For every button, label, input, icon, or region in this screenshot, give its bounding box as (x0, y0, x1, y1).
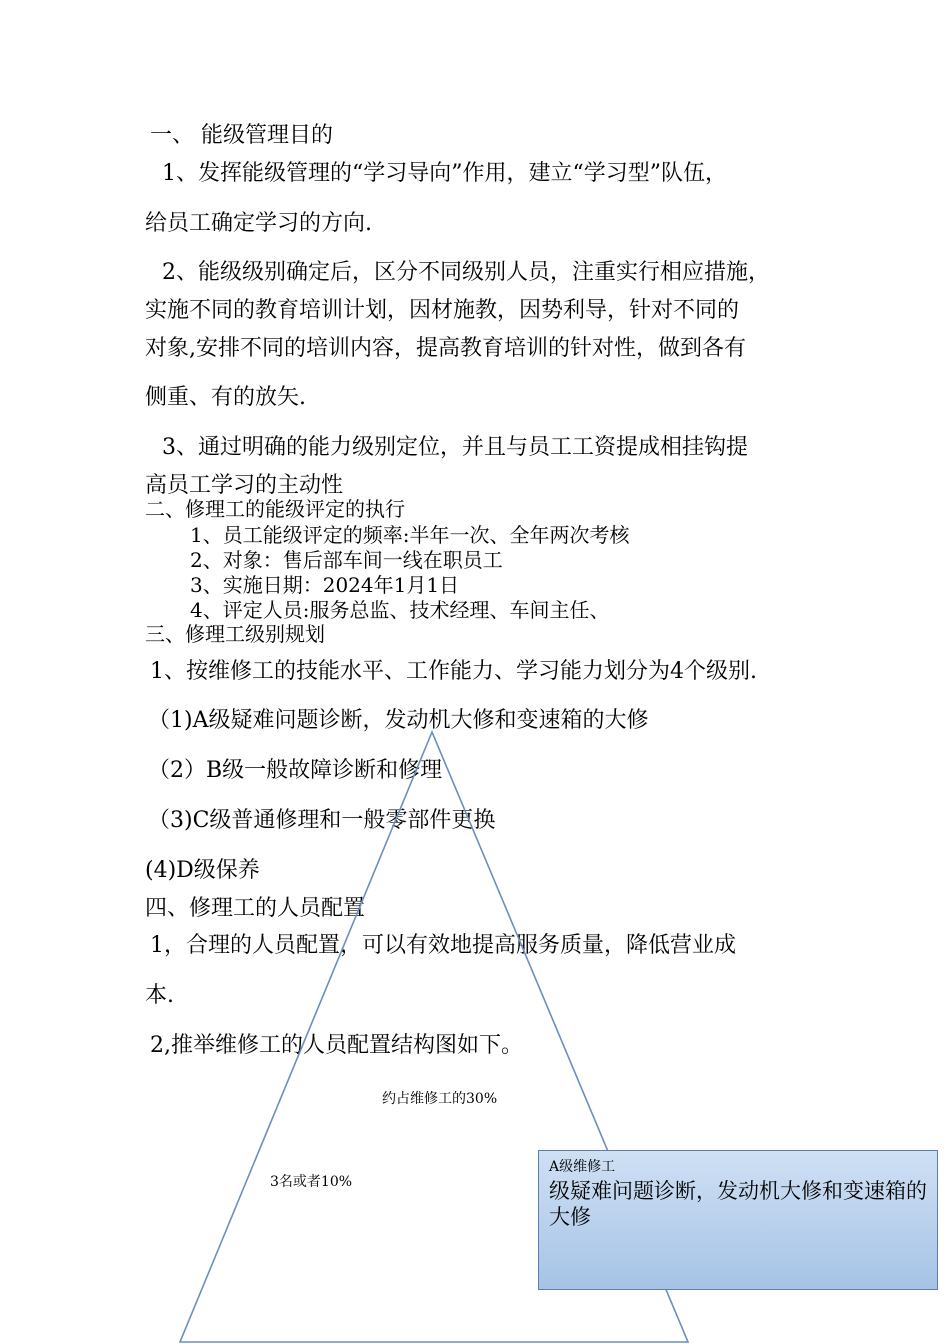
para-3-line-1: 3、通过明确的能力级别定位，并且与员工工资提成相挂钩提 (162, 435, 748, 460)
pyramid-label-top: 约占维修工的30% (382, 1091, 498, 1107)
heading-1: 一、 能级管理目的 (150, 123, 333, 148)
heading-2: 二、修理工的能级评定的执行 (145, 497, 405, 521)
item-2-2: 2、对象：售后部车间一线在职员工 (190, 548, 503, 572)
para-2-line-1: 2、能级级别确定后，区分不同级别人员，注重实行相应措施， (162, 260, 770, 285)
para-4-line-1: 1，合理的人员配置，可以有效地提高服务质量，降低营业成 (150, 933, 736, 958)
para-2-line-2: 实施不同的教育培训计划，因材施教，因势利导，针对不同的 (145, 298, 740, 323)
para-4-line-2: 本. (145, 983, 174, 1008)
para-4-line-3: 2,推举维修工的人员配置结构图如下。 (150, 1033, 523, 1058)
level-c: （3)C级普通修理和一般零部件更换 (148, 808, 496, 833)
pyramid-label-mid: 3名或者10% (270, 1174, 353, 1190)
callout-title: A级维修工 (549, 1159, 616, 1175)
para-3-line-2: 高员工学习的主动性 (145, 473, 344, 498)
callout-text: 级疑难问题诊断，发动机大修和变速箱的大修 (549, 1178, 927, 1230)
para-2-line-4: 侧重、有的放矢. (145, 385, 306, 410)
heading-4: 四、修理工的人员配置 (145, 896, 366, 921)
level-d: (4)D级保养 (145, 858, 260, 883)
item-2-3: 3、实施日期：2024年1月1日 (190, 573, 460, 597)
level-b: （2）B级一般故障诊断和修理 (148, 758, 443, 783)
para-1-line-1: 1、发挥能级管理的“学习导向”作用，建立“学习型”队伍， (162, 161, 727, 186)
para-2-line-3: 对象,安排不同的培训内容，提高教育培训的针对性，做到各有 (145, 336, 746, 361)
a-level-callout (538, 1150, 938, 1290)
item-2-1: 1、员工能级评定的频率:半年一次、全年两次考核 (190, 523, 630, 547)
para-1-line-2: 给员工确定学习的方向. (145, 211, 372, 236)
level-a: （1)A级疑难问题诊断，发动机大修和变速箱的大修 (148, 708, 649, 733)
item-3-1: 1、按维修工的技能水平、工作能力、学习能力划分为4个级别. (150, 659, 757, 684)
heading-3: 三、修理工级别规划 (145, 622, 325, 646)
item-2-4: 4、评定人员:服务总监、技术经理、车间主任、 (190, 598, 610, 622)
